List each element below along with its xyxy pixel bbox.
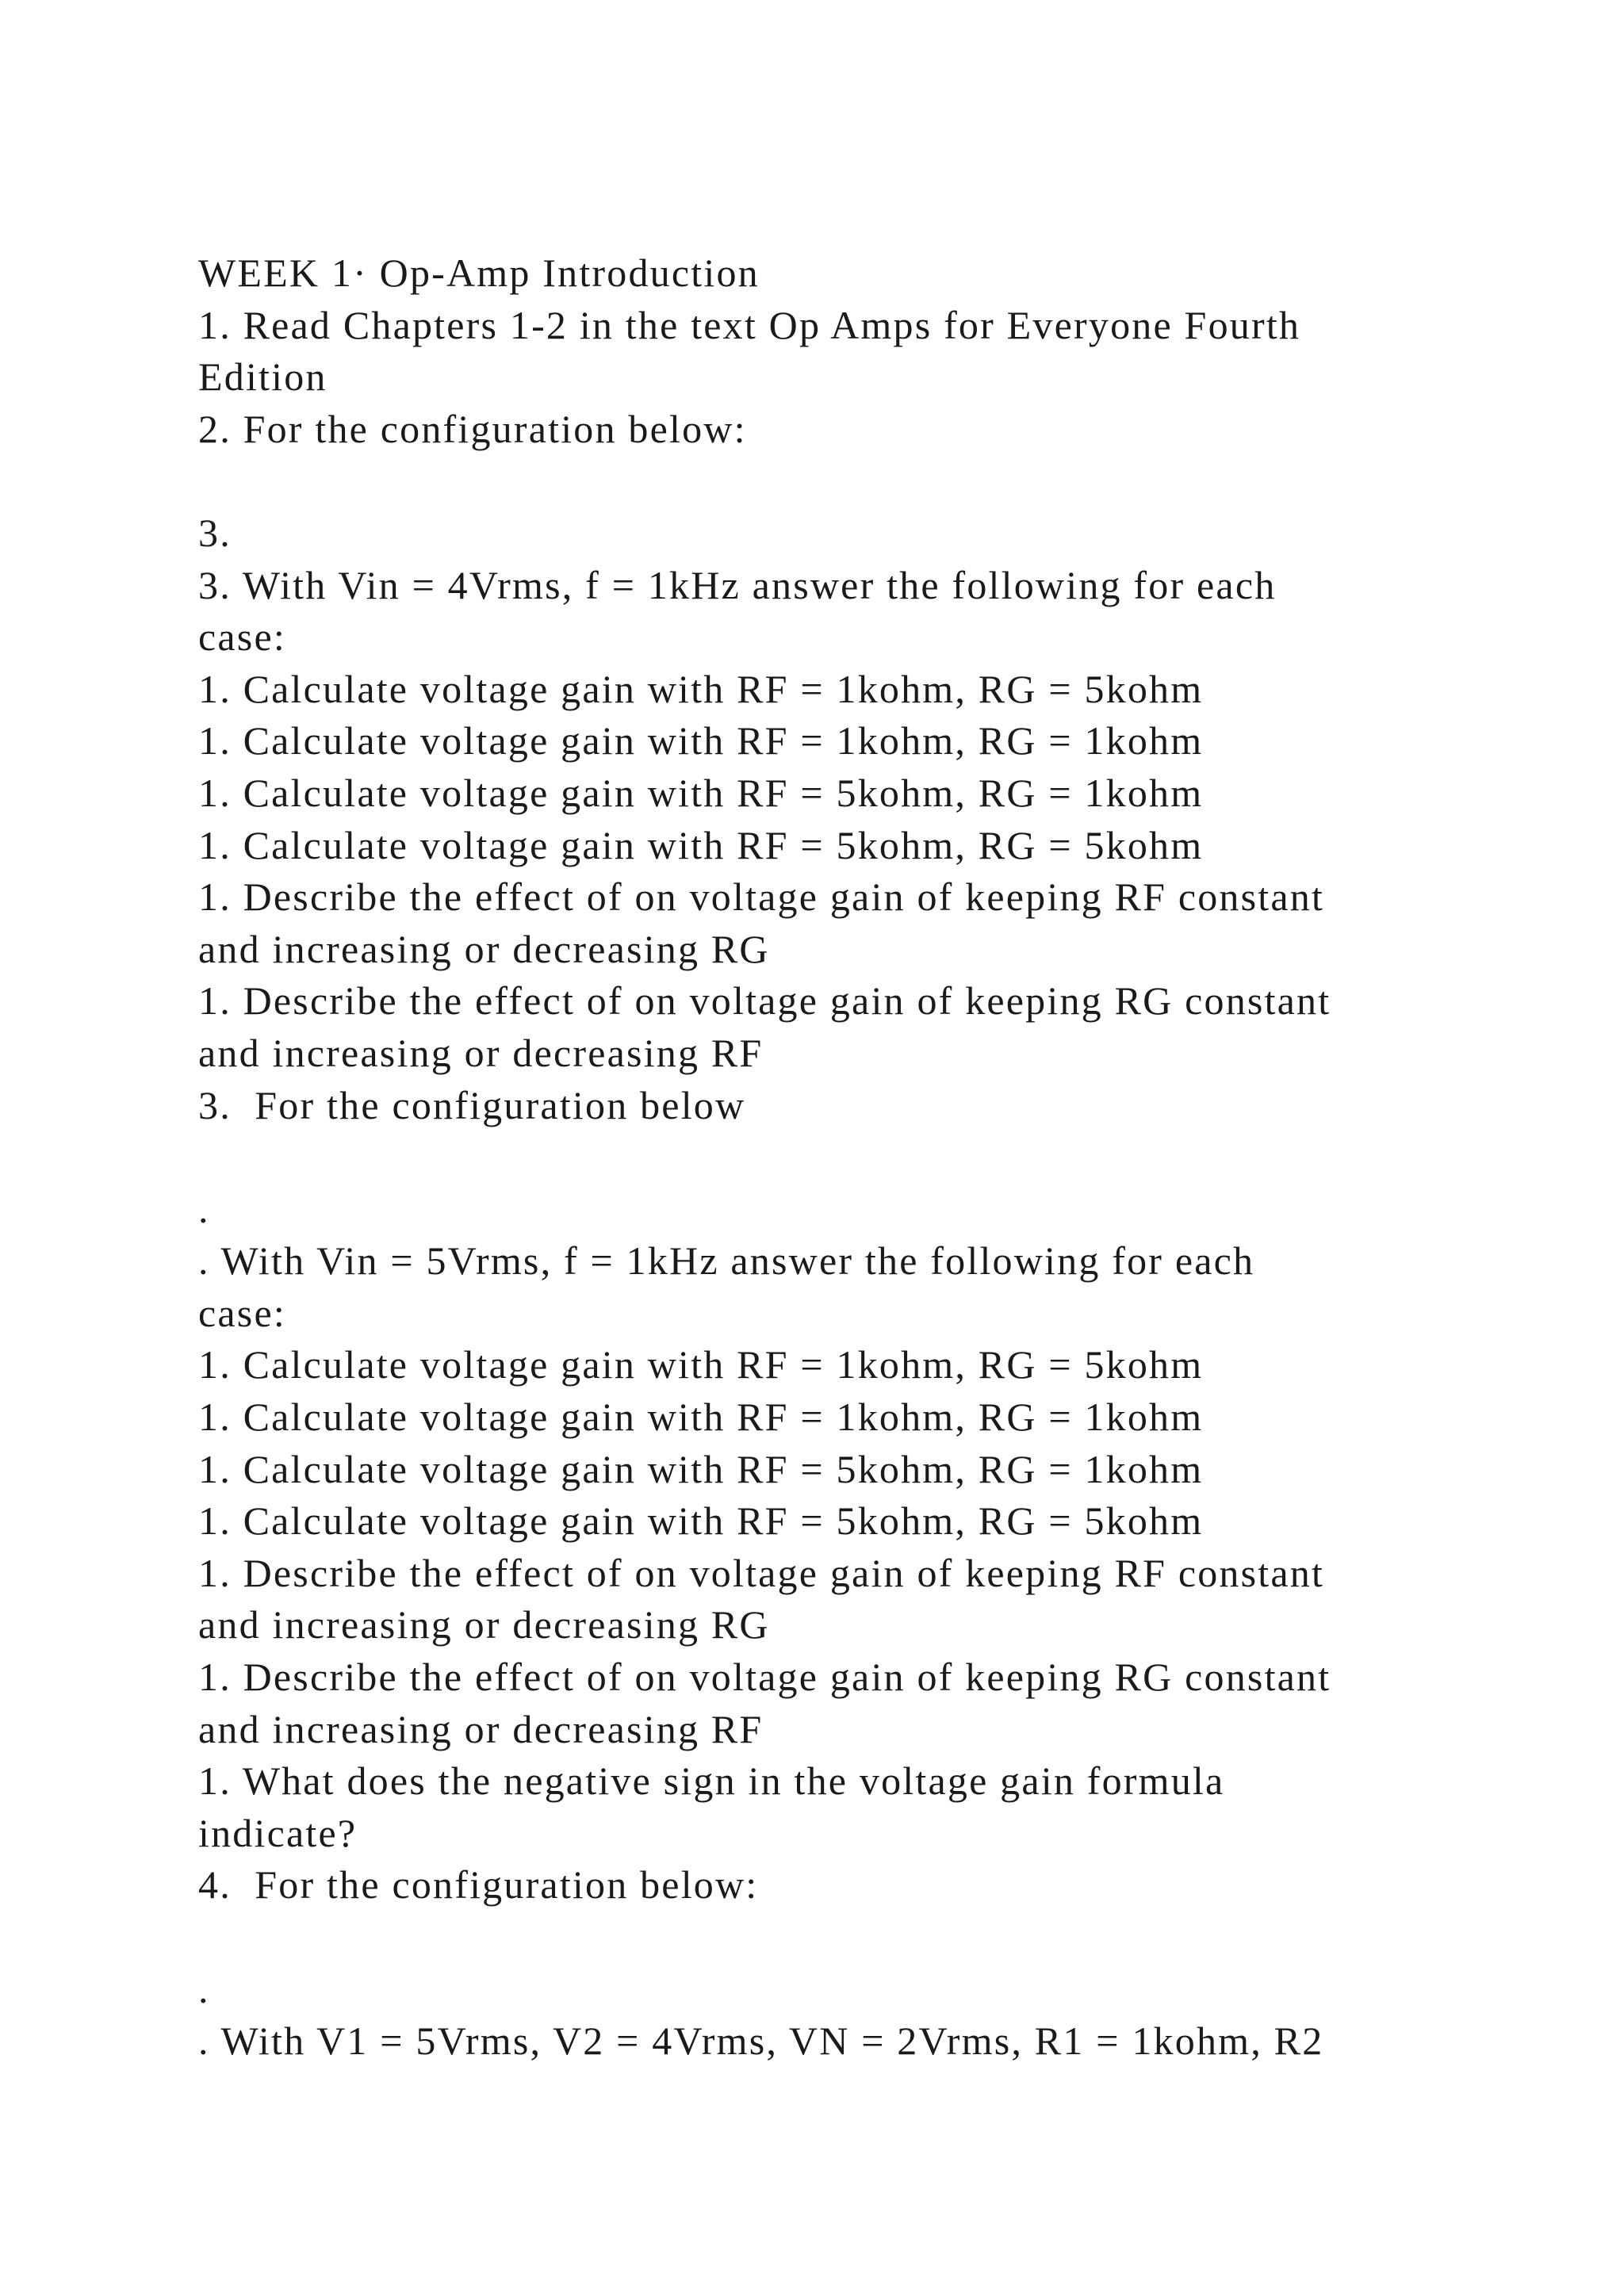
text-line: . With V1 = 5Vrms, V2 = 4Vrms, VN = 2Vrms, R1 = 1kohm, R2 [198, 2019, 1324, 2064]
text-line: . With Vin = 5Vrms, f = 1kHz answer the following for each [198, 1238, 1255, 1284]
text-line: 1. What does the negative sign in the voltage gain formula [198, 1758, 1225, 1804]
text-line: 1. Calculate voltage gain with RF = 5kohm, RG = 1kohm [198, 1446, 1204, 1491]
text-line: 1. Describe the effect of on voltage gain of keeping RF constant [198, 1550, 1325, 1595]
text-line: . [198, 1966, 210, 2011]
blank-line [198, 1911, 1467, 1964]
text-line: 1. Calculate voltage gain with RF = 1kohm, RG = 1kohm [198, 718, 1204, 763]
text-line: . [198, 1186, 210, 1231]
text-line: 1. Calculate voltage gain with RF = 1kohm, RG = 1kohm [198, 1395, 1204, 1440]
text-line: 2. For the configuration below: [198, 406, 747, 451]
text-line: and increasing or decreasing RG [198, 1602, 770, 1647]
text-line: 1. Calculate voltage gain with RF = 1kohm, RG = 5kohm [198, 1342, 1204, 1387]
blank-line [198, 1131, 1467, 1184]
text-line: 3. [198, 510, 232, 555]
text-line: and increasing or decreasing RF [198, 1030, 764, 1075]
page-title: WEEK 1· Op-Amp Introduction [198, 251, 760, 295]
text-line: 3. With Vin = 4Vrms, f = 1kHz answer the following for each [198, 562, 1277, 607]
text-line: indicate? [198, 1810, 358, 1855]
document-body [198, 247, 1467, 2068]
text-line: and increasing or decreasing RF [198, 1706, 764, 1751]
text-line: 1. Calculate voltage gain with RF = 5kohm, RG = 5kohm [198, 822, 1204, 867]
text-line: 3. For the configuration below [198, 1082, 746, 1127]
text-line: Edition [198, 354, 327, 400]
text-line: 1. Describe the effect of on voltage gain of keeping RG constant [198, 1655, 1331, 1700]
blank-line [198, 455, 1467, 507]
text-line: case: [198, 1290, 286, 1335]
text-line: 1. Calculate voltage gain with RF = 5kohm, RG = 1kohm [198, 770, 1204, 815]
text-line: 4. For the configuration below: [198, 1862, 759, 1908]
text-line: 1. Calculate voltage gain with RF = 5kohm, RG = 5kohm [198, 1498, 1204, 1544]
text-line: 1. Describe the effect of on voltage gain of keeping RF constant [198, 874, 1325, 920]
text-line: 1. Calculate voltage gain with RF = 1kohm, RG = 5kohm [198, 666, 1204, 711]
text-line: case: [198, 614, 286, 660]
text-line: and increasing or decreasing RG [198, 926, 770, 971]
text-line: 1. Read Chapters 1-2 in the text Op Amps for Everyone Fourth [198, 302, 1301, 347]
text-line: 1. Describe the effect of on voltage gain of keeping RG constant [198, 978, 1331, 1024]
